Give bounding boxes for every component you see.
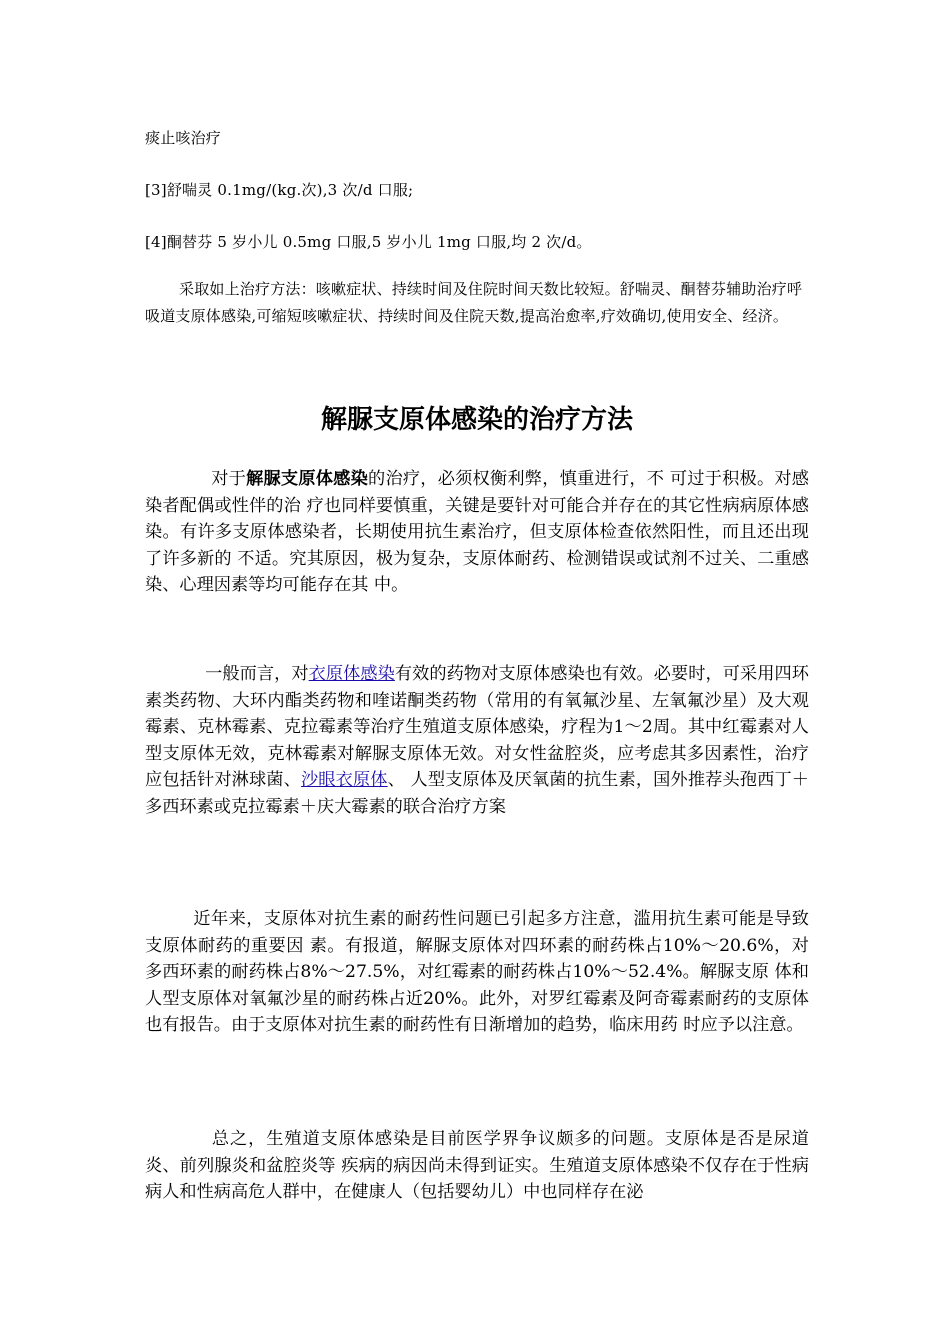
paragraph-2 — [145, 661, 809, 820]
paragraph-4 — [145, 1126, 809, 1206]
link-chlamydia-trachomatis[interactable]: 沙眼衣原体 — [300, 770, 388, 790]
paragraph-3 — [145, 906, 809, 1039]
paragraph-1-prefix: 对于 — [211, 469, 247, 489]
summary-paragraph: 采取如上治疗方法：咳嗽症状、持续时间及住院时间天数比较短。舒喘灵、酮替芬辅助治疗呼吸道支原体感染,可缩短咳嗽症状、持续时间及住院天数,提高治愈率,疗效确切,使用安全、经济。 — [145, 280, 803, 325]
paragraph-1-bold-term: 解脲支原体感染 — [246, 469, 369, 489]
paragraph-3-text: 近年来，支原体对抗生素的耐药性问题已引起多方注意，滥用抗生素可能是导致支原体耐药的重要因 素。有报道，解脲支原体对四环素的耐药株占10%～20.6%，对多西环素的耐药株占8%～27.5%，对红霉素的耐药株占10%～52.4%。解脲支原 体和人型支原体对氧氟沙星的耐药株占近20%。此外，对罗红霉素及阿奇霉素耐药的支原体也有报告。由于支原体对抗生素的耐药性有日渐增加的趋势，临床用药 时应予以注意。 — [145, 909, 809, 1035]
text-line-1: 痰止咳治疗 — [145, 129, 222, 147]
section-title: 解脲支原体感染的治疗方法 — [320, 405, 633, 435]
paragraph-1-rest: 的治疗，必须权衡利弊，慎重进行，不 可过于积极。对感染者配偶或性伴的治 疗也同样要慎重，关键是要针对可能合并存在的其它性病病原体感染。有许多支原体感染者，长期使用抗生素治疗，但支原体检查依然阳性，而且还出现了许多新的 不适。究其原因，极为复杂，支原体耐药、检测错误或试剂不过关、二重感染、心理因素等均可能存在其 中。 — [145, 469, 809, 595]
text-line-3: [4]酮替芬 5 岁小儿 0.5mg 口服,5 岁小儿 1mg 口服,均 2 次/d。 — [145, 233, 592, 251]
paragraph-4-text: 总之，生殖道支原体感染是目前医学界争议颇多的问题。支原体是否是尿道炎、前列腺炎和盆腔炎等 疾病的病因尚未得到证实。生殖道支原体感染不仅存在于性病病人和性病高危人群中，在健康人（包括婴幼儿）中也同样存在泌 — [145, 1129, 809, 1202]
paragraph-2-mid: 有效的药物对支原体感染也有效。必要时，可采用四环素类药物、大环内酯类药物和喹诺酮类药物（常用的有氧氟沙星、左氧氟沙星）及大观霉素、克林霉素、克拉霉素等治疗生殖道支原体感染，疗程为1～2周。其中红霉素对人型支原体无效，克林霉素对解脲支原体无效。对女性盆腔炎，应考虑其多因素性，治疗应包括针对淋球菌、 — [145, 664, 809, 790]
text-line-2: [3]舒喘灵 0.1mg/(kg.次),3 次/d 口服; — [145, 181, 414, 199]
paragraph-2-rest: 、 人型支原体及厌氧菌的抗生素，国外推荐头孢西丁＋多西环素或克拉霉素＋庆大霉素的联合治疗方案 — [145, 770, 809, 817]
paragraph-2-prefix: 一般而言，对 — [205, 664, 309, 684]
paragraph-1 — [145, 466, 809, 599]
link-chlamydia-infection[interactable]: 衣原体感染 — [308, 664, 395, 684]
